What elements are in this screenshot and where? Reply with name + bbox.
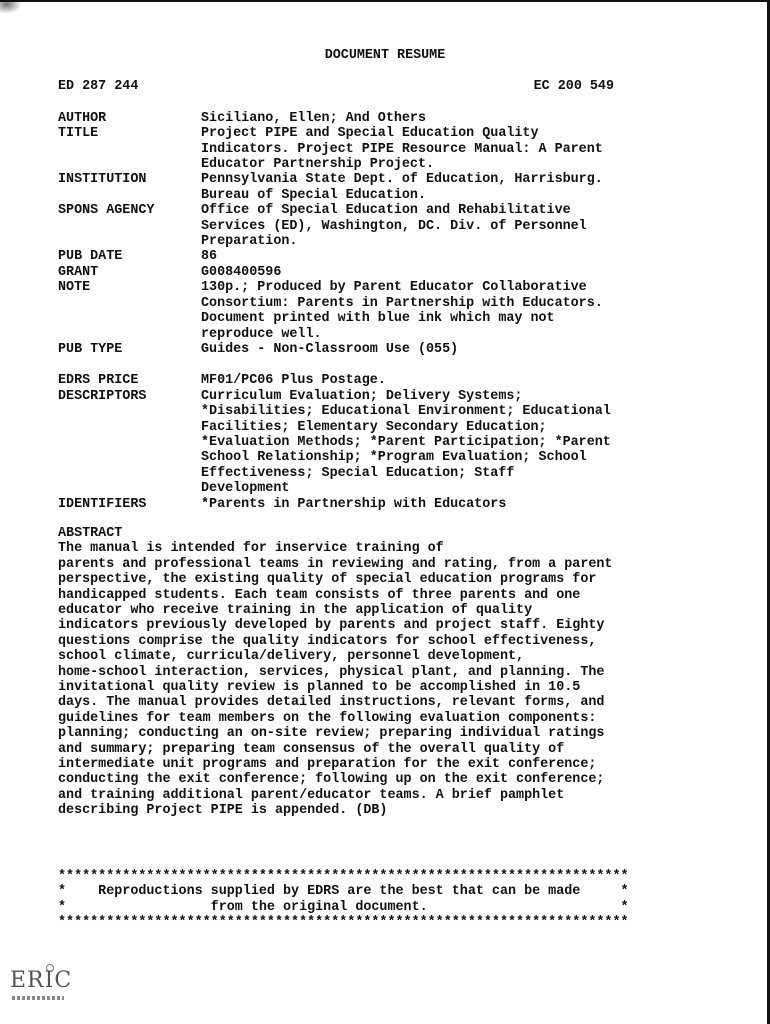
field-value: Office of Special Education and Rehabilitative Services (ED), Washington, DC. Div. of Personnel Preparation. [201, 203, 587, 250]
field-row [58, 203, 718, 249]
field-value: MF01/PC06 Plus Postage. [201, 373, 386, 389]
field-row [58, 172, 718, 203]
reproduction-line-1: * Reproductions supplied by EDRS are the best that can be made * [58, 884, 629, 900]
metadata-fields [58, 111, 718, 358]
field-row [58, 389, 718, 497]
reproduction-line-2: * from the original document. * [58, 899, 629, 915]
field-value: Project PIPE and Special Education Quality Indicators. Project PIPE Resource Manual: A Parent Educator Partnership Project. [201, 126, 603, 173]
field-row [58, 342, 718, 357]
field-label: INSTITUTION [58, 172, 147, 188]
document-identifiers [58, 79, 614, 94]
metadata-fields-secondary [58, 373, 718, 512]
field-row [58, 497, 718, 512]
field-row [58, 373, 718, 388]
field-value: Curriculum Evaluation; Delivery Systems; *Disabilities; Educational Environment; Educational Facilities; Elementary Secondary Education; *Evaluation Methods; *Parent Participation; *Parent School Relationship; *Program Evaluation; School Effectiveness; Special Education; Staff Development [201, 388, 611, 497]
reproduction-notice [58, 869, 718, 931]
field-value: Guides - Non-Classroom Use (055) [201, 341, 459, 357]
field-label: GRANT [58, 264, 99, 280]
document-page [58, 48, 718, 930]
eric-logo [10, 968, 73, 1008]
field-label: SPONS AGENCY [58, 203, 155, 219]
field-value: 86 [201, 249, 218, 265]
page-border-top [0, 0, 770, 2]
document-title: DOCUMENT RESUME [324, 48, 446, 63]
field-value: 130p.; Produced by Parent Educator Collaborative Consortium: Parents in Partnership with Educators. Document printed with blue ink which may not reproduce well. [201, 280, 603, 342]
field-row [58, 249, 718, 264]
field-row [58, 280, 718, 342]
scan-smudge [0, 0, 22, 14]
field-row [58, 265, 718, 280]
field-label: PUB TYPE [58, 341, 123, 357]
field-label: PUB DATE [58, 249, 123, 265]
field-row [58, 126, 718, 172]
field-label: EDRS PRICE [58, 373, 139, 389]
field-label: DESCRIPTORS [58, 388, 147, 404]
reproduction-stars-bottom: *********************************************************************** [58, 914, 629, 930]
field-row [58, 111, 718, 126]
spacer [58, 357, 718, 373]
field-value: *Parents in Partnership with Educators [201, 496, 507, 512]
ed-number: ED 287 244 [58, 79, 139, 95]
field-label: AUTHOR [58, 110, 107, 126]
logo-subtext-bar [12, 996, 64, 1000]
field-label: IDENTIFIERS [58, 496, 147, 512]
abstract-heading: ABSTRACT [58, 525, 123, 541]
field-value: Siciliano, Ellen; And Others [201, 110, 426, 126]
eric-logo-text: ERIC [10, 968, 73, 993]
abstract-text: The manual is intended for inservice training of parents and professional teams in reviewing and rating, from a parent perspective, the existing quality of special education programs for handicapped students. Each team consists of three parents and one educator who receive training in the application of quality indicators previously developed by parents and project staff. Eighty questions comprise the quality indicators for school effectiveness, school climate, curricula/delivery, personnel development, home-school interaction, services, physical plant, and planning. The invitational quality review is planned to be accomplished in 10.5 days. The manual provides detailed instructions, relevant forms, and guidelines for team members on the following evaluation components: planning; conducting an on-site review; preparing individual ratings and summary; preparing team consensus of the overall quality of intermediate unit programs and preparation for the exit conference; conducting the exit conference; following up on the exit conference; and training additional parent/educator teams. A brief pamphlet describing Project PIPE is appended. (DB) [58, 541, 613, 819]
reproduction-stars-top: *********************************************************************** [58, 868, 629, 884]
ec-number: EC 200 549 [533, 79, 614, 95]
field-value: G008400596 [201, 264, 282, 280]
field-label: TITLE [58, 126, 99, 142]
field-label: NOTE [58, 280, 91, 296]
field-value: Pennsylvania State Dept. of Education, Harrisburg. Bureau of Special Education. [201, 172, 603, 203]
